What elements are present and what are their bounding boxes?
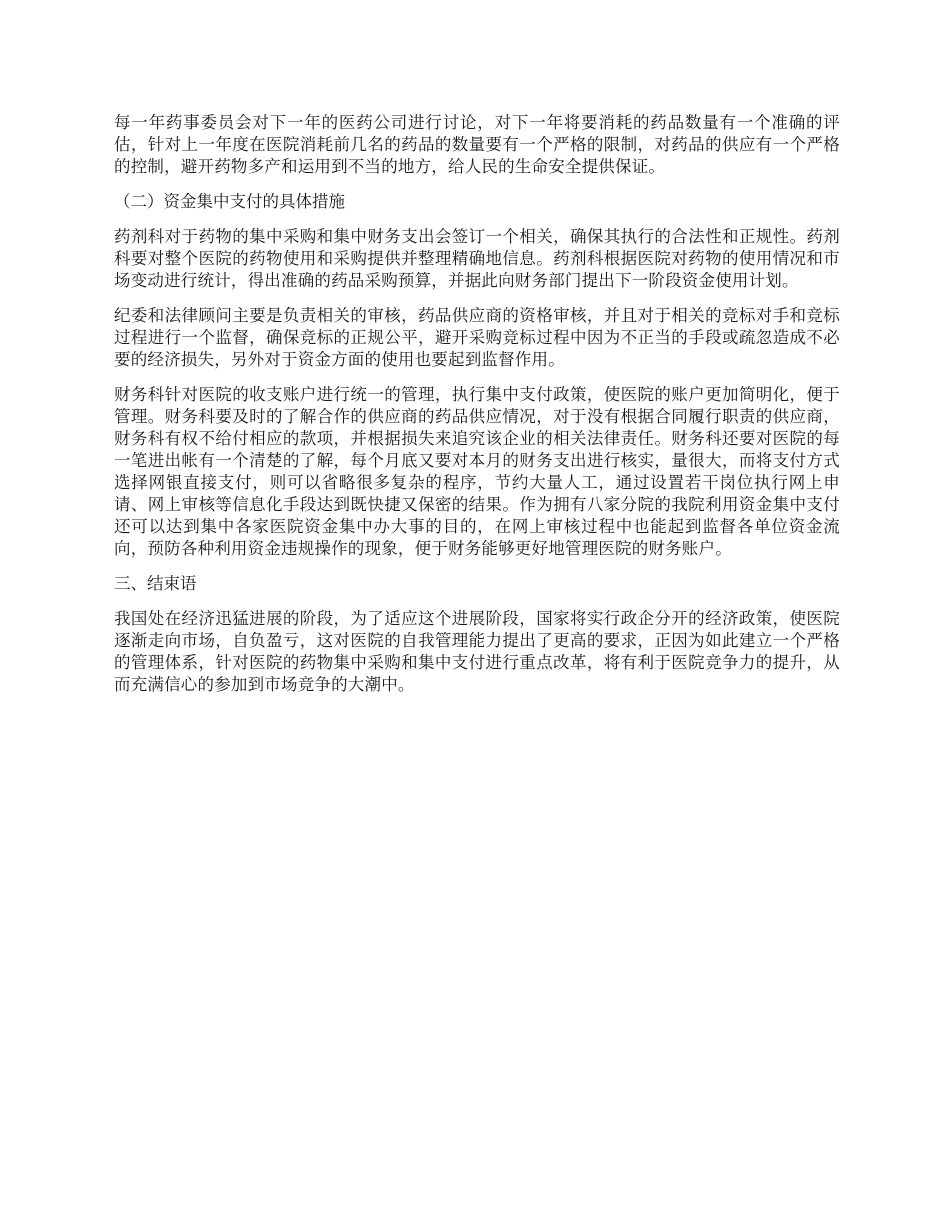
paragraph-drug-committee: 每一年药事委员会对下一年的医药公司进行讨论，对下一年将要消耗的药品数量有一个准确的评估，针对上一年度在医院消耗前几名的药品的数量要有一个严格的限制，对药品的供应有一个严格的控制，避开药物多产和运用到不当的地方，给人民的生命安全提供保证。 <box>114 113 840 176</box>
section-heading-conclusion: 三、结束语 <box>114 574 197 593</box>
paragraph-conclusion: 我国处在经济迅猛进展的阶段，为了适应这个进展阶段，国家将实行政企分开的经济政策，使医院逐渐走向市场，自负盈亏，这对医院的自我管理能力提出了更高的要求，正因为如此建立一个严格的管理体系，针对医院的药物集中采购和集中支付进行重点改革，将有利于医院竞争力的提升，从而充满信心的参加到市场竞争的大潮中。 <box>114 609 840 694</box>
document-page <box>114 112 840 709</box>
paragraph-discipline-legal: 纪委和法律顾问主要是负责相关的审核，药品供应商的资格审核，并且对于相关的竞标对手和竞标过程进行一个监督，确保竞标的正规公平，避开采购竞标过程中因为不正当的手段或疏忽造成不必要的经济损失，另外对于资金方面的使用也要起到监督作用。 <box>114 306 840 369</box>
section-heading-payment-measures: （二）资金集中支付的具体措施 <box>114 192 345 211</box>
paragraph-pharmacy-dept: 药剂科对于药物的集中采购和集中财务支出会签订一个相关，确保其执行的合法性和正规性。药剂科要对整个医院的药物使用和采购提供并整理精确地信息。药剂科根据医院对药物的使用情况和市场变动进行统计，得出准确的药品采购预算，并据此向财务部门提出下一阶段资金使用计划。 <box>114 227 840 290</box>
paragraph-finance-dept: 财务科针对医院的收支账户进行统一的管理，执行集中支付政策，使医院的账户更加简明化，便于管理。财务科要及时的了解合作的供应商的药品供应情况，对于没有根据合同履行职责的供应商，财务科有权不给付相应的款项，并根据损失来追究该企业的相关法律责任。财务科还要对医院的每一笔进出帐有一个清楚的了解，每个月底又要对本月的财务支出进行核实，量很大，而将支付方式选择网银直接支付，则可以省略很多复杂的程序，节约大量人工，通过设置若干岗位执行网上申请、网上审核等信息化手段达到既快捷又保密的结果。作为拥有八家分院的我院利用资金集中支付还可以达到集中各家医院资金集中办大事的目的，在网上审核过程中也能起到监督各单位资金流向，预防各种利用资金违规操作的现象，便于财务能够更好地管理医院的财务账户。 <box>114 385 840 558</box>
